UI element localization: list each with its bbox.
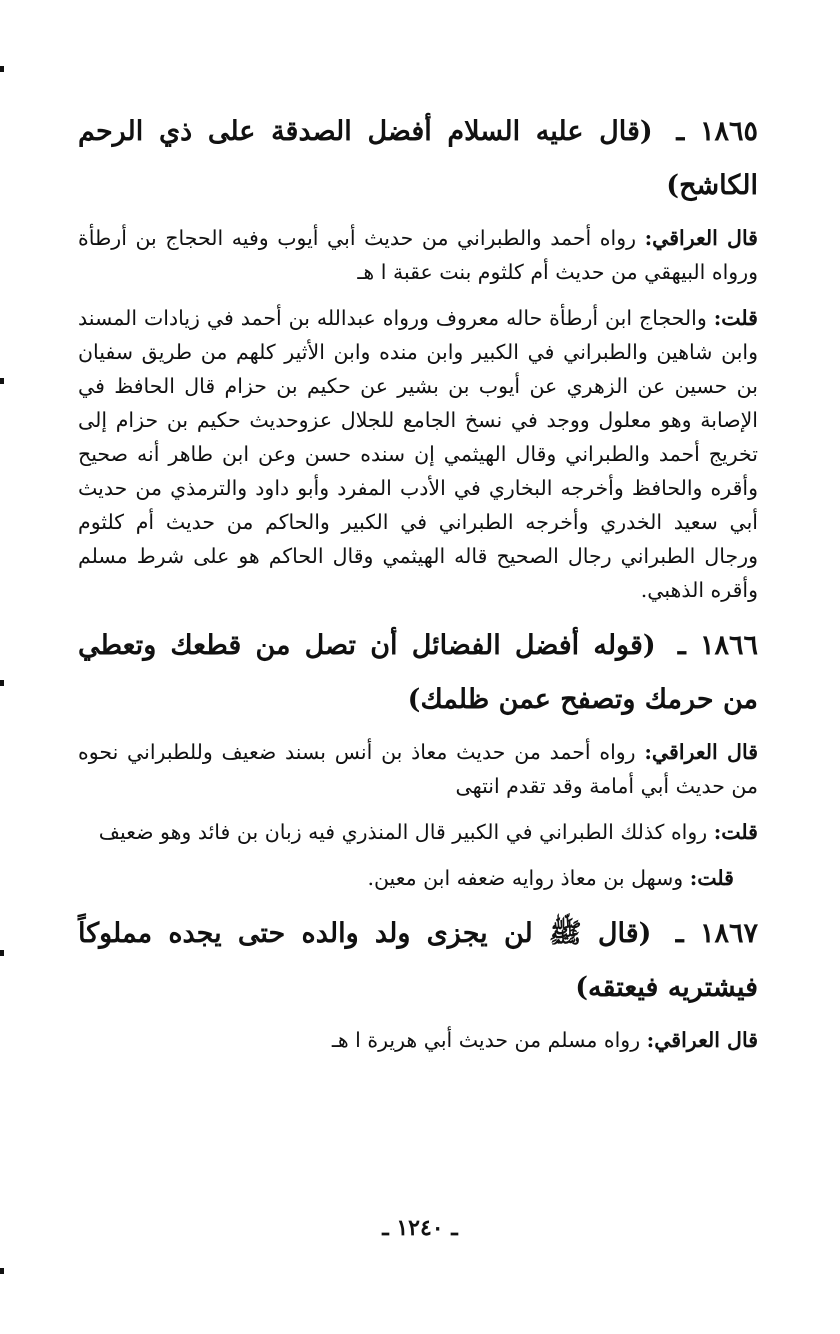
scan-edge-mark: [0, 1268, 4, 1274]
hadith-heading: [78, 105, 758, 213]
hadith-number: ١٨٦٦ ـ: [677, 630, 758, 661]
scan-edge-mark: [0, 950, 4, 956]
hadith-text: (قوله أفضل الفضائل أن تصل من قطعك وتعطي من حرمك وتصفح عمن ظلمك): [78, 630, 758, 715]
commentary-lead: قلت:: [713, 820, 758, 844]
commentary-lead: قال العراقي:: [644, 740, 758, 764]
page-body: [78, 105, 758, 1069]
hadith-number: ١٨٦٥ ـ: [676, 116, 758, 147]
hadith-number: ١٨٦٧ ـ: [675, 918, 759, 949]
commentary-paragraph: [78, 735, 758, 803]
commentary-paragraph: [78, 815, 758, 849]
commentary-lead: قال العراقي:: [644, 226, 758, 250]
commentary-paragraph: [78, 1023, 758, 1057]
commentary-body: رواه أحمد من حديث معاذ بن أنس بسند ضعيف وللطبراني نحوه من حديث أبي أمامة وقد تقدم انتهى: [78, 740, 758, 798]
commentary-body: رواه مسلم من حديث أبي هريرة ا هـ: [331, 1028, 647, 1052]
commentary-lead: قلت:: [713, 306, 758, 330]
commentary-lead: قلت:: [689, 866, 734, 890]
commentary-lead: قال العراقي:: [646, 1028, 758, 1052]
commentary-body: رواه أحمد والطبراني من حديث أبي أيوب وفيه الحجاج بن أرطأة ورواه البيهقي من حديث أم كلثوم بنت عقبة ا هـ: [78, 226, 758, 284]
section-1866: [78, 619, 758, 895]
scan-edge-mark: [0, 680, 4, 686]
commentary-body: وسهل بن معاذ روايه ضعفه ابن معين.: [367, 866, 690, 890]
commentary-paragraph: [78, 221, 758, 289]
section-1867: [78, 907, 758, 1057]
section-1865: [78, 105, 758, 607]
page-number: ـ ١٢٤٠ ـ: [382, 1215, 458, 1241]
hadith-heading: [78, 907, 758, 1015]
scan-edge-mark: [0, 378, 4, 384]
hadith-heading: [78, 619, 758, 727]
hadith-text: (قال ﷺ لن يجزى ولد والده حتى يجده مملوكاً فيشتريه فيعتقه): [78, 918, 758, 1003]
commentary-body: والحجاج ابن أرطأة حاله معروف ورواه عبدالله بن أحمد في زيادات المسند وابن شاهين والطبراني في الكبير وابن منده وابن الأثير كلهم من طريق سفيان بن حسين عن الزهري عن أيوب بن بشير عن حكيم بن حزام قال الحافظ في الإصابة وهو معلول ووجد في نسخ الجامع للجلال عزوحديث حكيم بن حزام إلى تخريج أحمد والطبراني وقال الهيثمي إن سنده حسن وعن ابن طاهر أنه صحيح وأقره والحافظ وأخرجه البخاري في الأدب المفرد وأبو داود والترمذي من حديث أبي سعيد الخدري وأخرجه الطبراني في الكبير والحاكم من حديث أم كلثوم ورجال الطبراني رجال الصحيح قاله الهيثمي وقال الحاكم هو على شرط مسلم وأقره الذهبي.: [78, 306, 758, 602]
scan-edge-mark: [0, 66, 4, 72]
hadith-text: (قال عليه السلام أفضل الصدقة على ذي الرحم الكاشح): [78, 116, 758, 201]
commentary-paragraph: [78, 861, 758, 895]
commentary-paragraph: [78, 301, 758, 607]
commentary-body: رواه كذلك الطبراني في الكبير قال المنذري فيه زبان بن فائد وهو ضعيف: [98, 820, 714, 844]
